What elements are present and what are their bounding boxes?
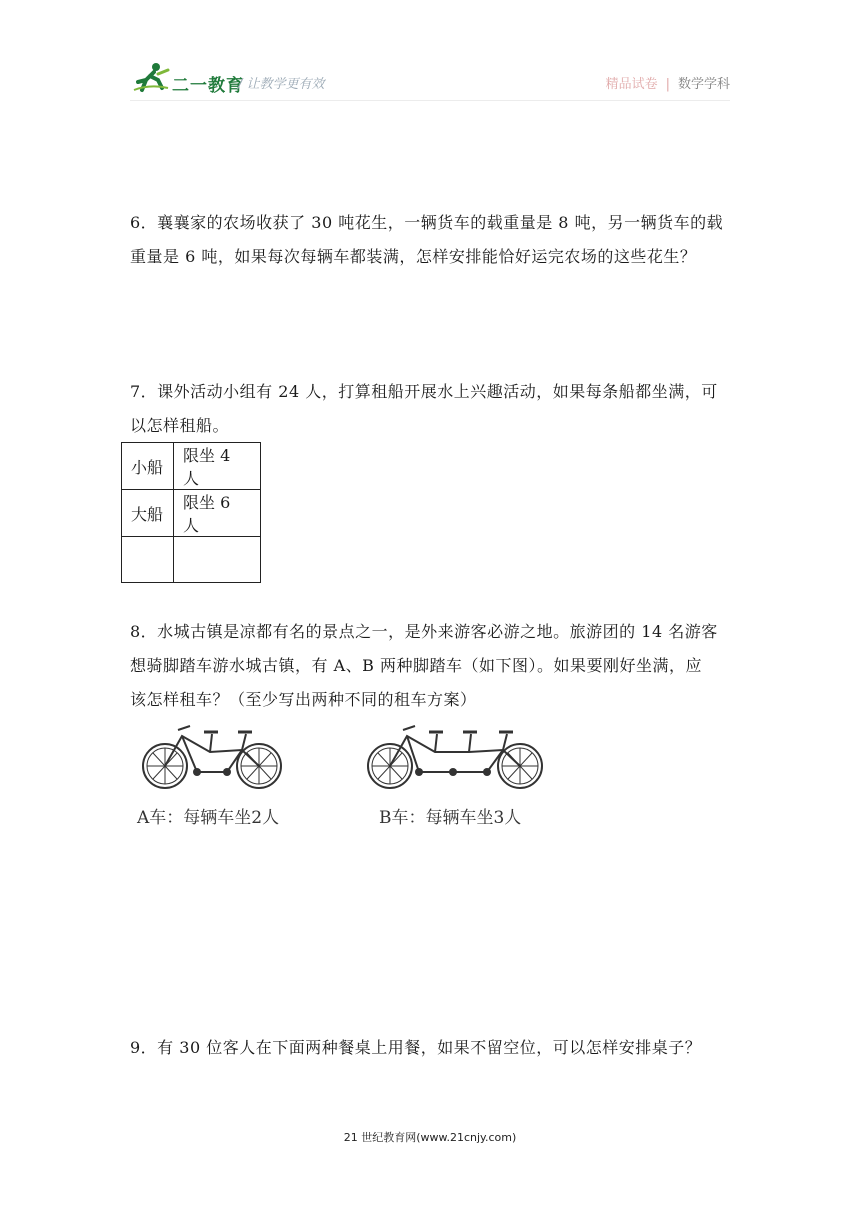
question-6-line-1: 6．襄襄家的农场收获了 30 吨花生，一辆货车的载重量是 8 吨，另一辆货车的载 (130, 213, 724, 232)
page-footer: 21 世纪教育网(www.21cnjy.com) (343, 1131, 517, 1144)
header-divider (130, 100, 730, 101)
table-cell: 限坐 6 人 (174, 490, 261, 537)
header-separator: | (665, 77, 670, 92)
question-6-line-2: 重量是 6 吨，如果每次每辆车都装满，怎样安排能恰好运完农场的这些花生？ (130, 247, 697, 266)
question-9 (130, 1031, 734, 1065)
question-6 (130, 206, 734, 274)
question-7-line-2: 以怎样租船。 (130, 416, 230, 435)
table-cell (122, 537, 174, 583)
running-figure-logo-icon (132, 62, 172, 94)
boat-table (121, 442, 261, 583)
table-cell (174, 537, 261, 583)
question-8-line-2: 想骑脚踏车游水城古镇，有 A、B 两种脚踏车（如下图）。如果要刚好坐满，应 (130, 656, 702, 675)
table-cell: 小船 (122, 443, 174, 490)
tandem-bike-b-icon (357, 722, 553, 790)
question-8 (130, 615, 734, 717)
question-8-line-3: 该怎样租车？（至少写出两种不同的租车方案） (130, 690, 477, 709)
header-label-quality: 精品试卷 (605, 77, 658, 92)
header-label-subject: 数学学科 (677, 77, 730, 92)
bike-b-caption: B车：每辆车坐3人 (379, 808, 522, 828)
tandem-bike-a-icon (132, 722, 292, 790)
question-9-line-1: 9．有 30 位客人在下面两种餐桌上用餐，如果不留空位，可以怎样安排桌子？ (130, 1038, 702, 1057)
question-8-line-1: 8．水城古镇是凉都有名的景点之一，是外来游客必游之地。旅游团的 14 名游客 (130, 622, 718, 641)
logo-text: 二一教育 (172, 76, 244, 96)
table-row (122, 490, 261, 537)
table-row (122, 443, 261, 490)
header-right (606, 73, 730, 92)
header-slogan: / 让教学更有效 (238, 77, 325, 92)
question-7 (130, 375, 734, 443)
bike-a-caption: A车：每辆车坐2人 (137, 808, 280, 828)
question-7-line-1: 7．课外活动小组有 24 人，打算租船开展水上兴趣活动，如果每条船都坐满，可 (130, 382, 718, 401)
page-header (0, 0, 860, 110)
table-cell: 限坐 4 人 (174, 443, 261, 490)
table-cell: 大船 (122, 490, 174, 537)
table-row (122, 537, 261, 583)
